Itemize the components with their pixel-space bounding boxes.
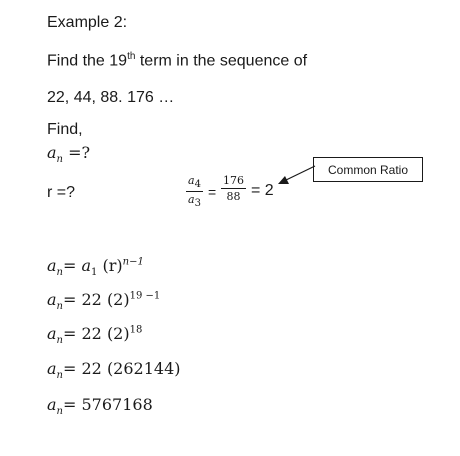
step-exponent: 18 (129, 324, 143, 336)
step-lhs-sub: n (56, 335, 63, 347)
step-lhs-sub: n (56, 406, 63, 418)
step-4 (47, 359, 181, 381)
example-title: Example 2: (47, 14, 128, 31)
problem-prefix: Find the 19 (47, 52, 128, 70)
ratio-result: = 2 (251, 182, 274, 199)
ratio-equals: = (208, 184, 217, 200)
step-exponent: 19 −1 (129, 290, 161, 302)
problem-suffix: term in the sequence of (135, 52, 308, 70)
frac1-num-var: a (188, 174, 195, 187)
step-5 (47, 395, 153, 417)
step-lhs-sub: n (56, 267, 63, 279)
frac1-num-sub: 4 (194, 179, 201, 191)
common-ratio-callout: Common Ratio (313, 157, 423, 182)
frac2-den: 88 (226, 190, 241, 203)
frac2-num: 176 (223, 174, 244, 187)
step-lhs-var: a (47, 324, 57, 343)
frac1-den-sub: 3 (194, 198, 201, 210)
step-body: 22 (262144) (76, 359, 181, 378)
step-body: 22 (2) (76, 290, 130, 309)
step-lhs-sub: n (56, 370, 63, 382)
ratio-fraction-a4-a3 (186, 174, 203, 209)
step-body: 5767168 (76, 395, 153, 414)
step-lhs-sub: n (56, 301, 63, 313)
step-lhs-var: a (47, 290, 57, 309)
step-equals: = (63, 395, 77, 414)
step-body-sub: 1 (91, 267, 98, 279)
step-equals: = (63, 256, 77, 275)
step-equals: = (63, 359, 77, 378)
step-equals: = (63, 324, 77, 343)
sequence-text: 22, 44, 88. 176 … (47, 89, 175, 106)
find-an (47, 143, 90, 165)
ratio-fraction-176-88 (221, 174, 246, 203)
fraction-bar (221, 188, 246, 189)
problem-ordinal-suffix: th (127, 51, 136, 62)
step-2 (47, 290, 160, 312)
an-sub: n (56, 154, 63, 166)
problem-statement (47, 51, 307, 70)
step-body-rest: (r) (97, 256, 123, 275)
frac1-den-var: a (188, 193, 195, 207)
step-3 (47, 324, 142, 346)
an-rest: =? (63, 143, 91, 162)
step-body: a (76, 256, 92, 275)
step-1 (47, 256, 144, 278)
step-lhs-var: a (47, 256, 57, 275)
r-label: r =? (47, 184, 76, 201)
step-body: 22 (2) (76, 324, 130, 343)
step-exponent: n−1 (122, 256, 144, 268)
an-var: a (47, 143, 57, 162)
step-lhs-var: a (47, 359, 57, 378)
step-equals: = (63, 290, 77, 309)
find-label: Find, (47, 121, 83, 138)
fraction-bar (186, 191, 203, 192)
step-lhs-var: a (47, 395, 57, 414)
